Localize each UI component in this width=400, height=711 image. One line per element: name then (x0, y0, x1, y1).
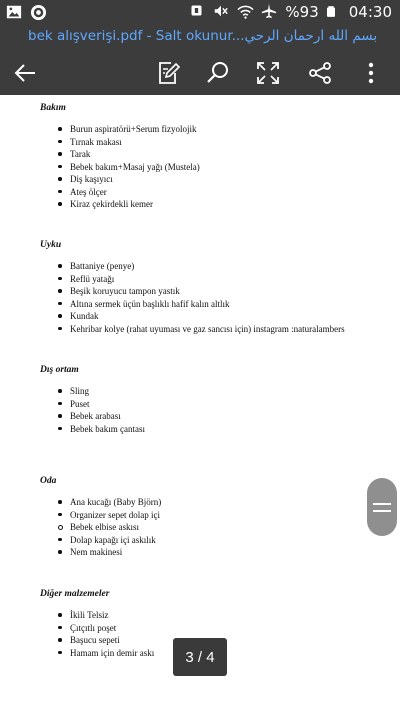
more-options-button[interactable] (356, 58, 386, 88)
toolbar (0, 50, 400, 95)
more-vertical-icon (358, 60, 384, 86)
section-title: Uyku (40, 240, 62, 250)
app-notification-icon (30, 4, 48, 22)
status-left (6, 4, 48, 22)
section-bakim (40, 103, 380, 211)
list-item: Kehribar kolye (rahat uyuması ve gaz sancısı için) instagram :naturalambers (58, 323, 380, 336)
list-item: Ana kucağı (Baby Björn) (58, 496, 380, 509)
section-title: Oda (40, 476, 57, 486)
handle-line (373, 510, 391, 512)
share-icon (307, 60, 333, 86)
list-item: İkili Telsiz (58, 609, 380, 622)
list-item: Başucu sepeti (58, 634, 380, 647)
back-button[interactable] (10, 58, 40, 88)
page-indicator: 3 / 4 (173, 638, 227, 676)
battery-icon (325, 3, 343, 21)
share-button[interactable] (305, 58, 335, 88)
list-item: Tırnak makası (58, 136, 380, 149)
list-item: Dolap kapağı içi askılık (58, 534, 380, 547)
list-item: Beşik koruyucu tampon yastık (58, 285, 380, 298)
section-uyku (40, 240, 380, 335)
list-item: Hamam için demir askı (58, 647, 380, 660)
section-title: Diğer malzemeler (40, 589, 110, 599)
list-item: Diş kaşıyıcı (58, 173, 380, 186)
section-dis-ortam (40, 365, 380, 435)
battery-percent: %93 (285, 3, 319, 21)
mute-icon (213, 3, 231, 21)
list-item: Çıtçıtlı poşet (58, 622, 380, 635)
list-item: Altına sermek üçün başlıklı hafif kalın altlık (58, 298, 380, 311)
section-title: Bakım (40, 103, 66, 113)
item-list (58, 123, 380, 211)
document-page[interactable] (0, 95, 400, 711)
search-icon (205, 60, 231, 86)
item-list (58, 260, 380, 335)
title-bar (0, 26, 400, 50)
list-item: Kiraz çekirdekli kemer (58, 198, 380, 211)
list-item: Bebek arabası (58, 410, 380, 423)
fast-scroll-handle[interactable] (367, 478, 397, 536)
search-button[interactable] (203, 58, 233, 88)
list-item: Nem makinesi (58, 546, 380, 559)
arrow-left-icon (12, 60, 38, 86)
fit-page-button[interactable] (253, 58, 283, 88)
list-item: Kundak (58, 310, 380, 323)
handle-line (373, 503, 391, 505)
expand-icon (255, 60, 281, 86)
edit-button[interactable] (153, 58, 183, 88)
document-title: bek alışverişi.pdf - Salt okunur...بسم الله ارحمان الرحي (28, 28, 378, 44)
image-notification-icon (6, 4, 24, 22)
lock-notification-icon (189, 3, 207, 21)
airplane-mode-icon (261, 3, 279, 21)
list-item: Bebek elbise askısı (58, 521, 380, 534)
section-oda (40, 476, 380, 559)
list-item: Reflü yatağı (58, 273, 380, 286)
list-item: Sling (58, 385, 380, 398)
clock: 04:30 (348, 3, 392, 21)
wifi-icon (237, 3, 255, 21)
item-list (58, 496, 380, 559)
section-title: Dış ortam (40, 365, 79, 375)
list-item: Bebek bakım+Masaj yağı (Mustela) (58, 161, 380, 174)
list-item: Organizer sepet dolap içi (58, 509, 380, 522)
item-list (58, 385, 380, 435)
status-right (189, 3, 392, 21)
list-item: Tarak (58, 148, 380, 161)
list-item: Bebek bakım çantası (58, 423, 380, 436)
list-item: Puset (58, 398, 380, 411)
list-item: Ateş ölçer (58, 186, 380, 199)
edit-document-icon (155, 60, 181, 86)
list-item: Battaniye (penye) (58, 260, 380, 273)
status-bar (0, 0, 400, 26)
list-item: Burun aspiratörü+Serum fizyolojik (58, 123, 380, 136)
